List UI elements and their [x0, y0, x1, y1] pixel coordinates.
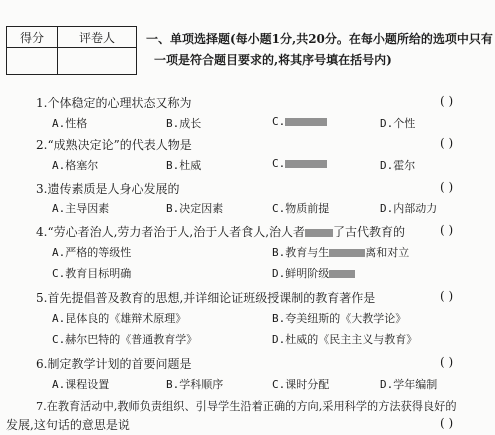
section-title-line2: 一项是符合题目要求的,将其序号填在括号内) [154, 53, 392, 67]
q2-option-b[interactable]: B.杜威 [166, 159, 202, 172]
question-1: 1.个体稳定的心理状态又称为 [36, 96, 192, 110]
q3-option-c[interactable]: C.物质前提 [272, 202, 330, 215]
q5-option-d[interactable]: D.杜威的《民主主义与教育》 [272, 333, 418, 346]
q3-option-b[interactable]: B.决定因素 [166, 202, 224, 215]
q2-option-a[interactable]: A.格塞尔 [52, 159, 99, 172]
q4-text: 4.“劳心者治人,劳力者治于人,治于人者食人,治人者 [36, 225, 306, 239]
question-2: 2.“成熟决定论”的代表人物是 [36, 138, 192, 152]
q4-option-b-label: B.教育与生 [272, 246, 330, 259]
q2-option-c-label: C. [272, 157, 286, 170]
q4-option-d[interactable] [272, 265, 355, 281]
q4-option-a[interactable]: A.严格的等级性 [52, 246, 132, 259]
smudge-mark [329, 249, 365, 257]
q6-option-a[interactable]: A.课程设置 [52, 378, 110, 391]
question-5: 5.首先提倡普及教育的思想,并详细论证班级授课制的教育著作是 [36, 291, 376, 305]
section-title-line1: 一、单项选择题(每小题1分,共20分。在每小题所给的选项中只有 [146, 32, 493, 46]
q5-option-a[interactable]: A.昆体良的《雄辩术原理》 [52, 312, 187, 325]
question-7: 7.在教育活动中,教师负责组织、引导学生沿着正确的方向,采用科学的方法获得良好的 [36, 400, 457, 413]
answer-paren-7[interactable]: ( ) [440, 416, 454, 430]
answer-paren-6[interactable]: ( ) [440, 355, 454, 369]
answer-paren-5[interactable]: ( ) [440, 289, 454, 303]
q1-option-c[interactable] [272, 115, 327, 128]
q4-text-tail: 了古代教育的 [333, 225, 406, 239]
score-cell[interactable] [7, 48, 58, 75]
q1-option-b[interactable]: B.成长 [166, 117, 202, 130]
q3-option-a[interactable]: A.主导因素 [52, 202, 110, 215]
q5-option-c[interactable]: C.赫尔巴特的《普通教育学》 [52, 333, 198, 346]
score-label: 得分 [7, 27, 58, 48]
question-6: 6.制定教学计划的首要问题是 [36, 357, 192, 371]
question-3: 3.遗传素质是人身心发展的 [36, 182, 180, 196]
q4-option-b[interactable] [272, 244, 409, 260]
answer-paren-2[interactable]: ( ) [440, 136, 454, 150]
smudge-mark [305, 229, 333, 237]
q4-option-c[interactable]: C.教育目标明确 [52, 267, 132, 280]
q2-option-c[interactable] [272, 157, 327, 170]
q5-option-b[interactable]: B.夸美纽斯的《大教学论》 [272, 312, 407, 325]
q3-option-d[interactable]: D.内部动力 [380, 202, 438, 215]
q1-option-a[interactable]: A.性格 [52, 117, 88, 130]
q6-option-d[interactable]: D.学年编制 [380, 378, 438, 391]
q6-option-c[interactable]: C.课时分配 [272, 378, 330, 391]
q4-option-b-tail: 离和对立 [365, 246, 410, 259]
q2-option-d[interactable]: D.霍尔 [380, 159, 416, 172]
answer-paren-3[interactable]: ( ) [440, 180, 454, 194]
section-title [146, 29, 491, 71]
question-4 [36, 223, 405, 240]
grader-label: 评卷人 [58, 27, 137, 48]
grader-cell[interactable] [58, 48, 137, 75]
smudge-mark [285, 160, 327, 168]
q6-option-b[interactable]: B.学科顺序 [166, 378, 224, 391]
smudge-mark [329, 270, 355, 278]
answer-paren-1[interactable]: ( ) [440, 94, 454, 108]
answer-paren-4[interactable]: ( ) [440, 223, 454, 237]
smudge-mark [285, 118, 327, 126]
q4-option-d-label: D.鲜明阶级 [272, 267, 330, 280]
score-table [6, 26, 137, 75]
question-7-cont: 发展,这句话的意思是说 [6, 418, 130, 432]
q1-option-c-label: C. [272, 115, 286, 128]
q1-option-d[interactable]: D.个性 [380, 117, 416, 130]
